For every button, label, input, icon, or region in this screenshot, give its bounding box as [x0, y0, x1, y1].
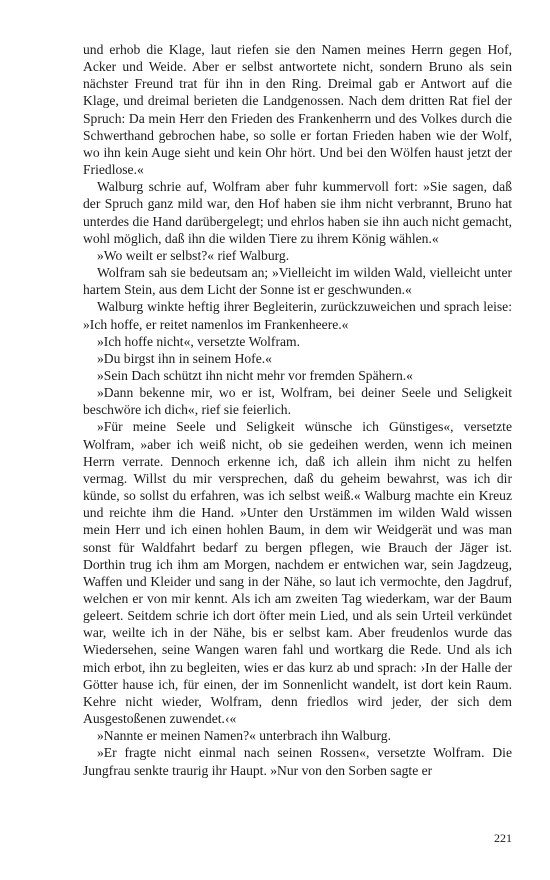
- paragraph: »Sein Dach schützt ihn nicht mehr vor fremden Spähern.«: [97, 367, 413, 383]
- page-number: 221: [494, 831, 512, 845]
- paragraph: »Dann bekenne mir, wo er ist, Wolfram, bei deiner Seele und Seligkeit beschwöre ich dich«, rief sie feierlich.: [83, 385, 512, 418]
- paragraph: »Nannte er meinen Namen?« unterbrach ihn Walburg.: [97, 728, 391, 744]
- paragraph: »Ich hoffe nicht«, versetzte Wolfram.: [97, 333, 300, 349]
- paragraph: »Er fragte nicht einmal nach seinen Rossen«, versetzte Wolfram. Die Jungfrau senkte traurig ihr Haupt. »Nur von den Sorben sagte er: [83, 745, 512, 778]
- paragraph: »Für meine Seele und Seligkeit wünsche ich Günstiges«, versetzte Wolfram, »aber ich weiß nicht, ob sie gedeihen werden, wenn ich meinen Herrn verrate. Dennoch erkenne ich, daß ich allein ihm nicht zu helfen vermag. Willst du mir versprechen, daß du geheim bewahrst, was ich dir künde, so sollst du erfahren, was ich selbst weiß.« Walburg machte ein Kreuz und reichte ihm die Hand. »Unter den Urstämmen im wilden Wald wissen mein Herr und ich einen hohlen Baum, in dem wir Weidgerät und was man sonst für Waldfahrt bedarf zu bergen pflegen, wie Brauch der Jäger ist. Dorthin trug ich ihm am Morgen, nachdem er entwichen war, sein Jagdzeug, Waffen und Kleider und sang in der Nähe, so laut ich vermochte, den Jagdruf, welchen er von mir kennt. Als ich am zweiten Tag wiederkam, war der Baum geleert. Seitdem schrie ich dort öfter mein Lied, und als sein Urteil verkündet war, weilte ich in der Nähe, bis er selbst kam. Aber freudenlos wurde das Wiedersehen, seine Wangen waren fahl und wortkarg die Rede. Und als ich mich erbot, ihn zu begleiten, wies er das kurz ab und sprach: ›In der Halle der Götter hause ich, für einen, der im Sonnenlicht wandelt, ist dort kein Raum. Kehre nicht wieder, Wolfram, denn friedlos wird jeder, der sich dem Ausgestoßenen zuwendet.‹«: [83, 419, 512, 727]
- paragraph: Walburg schrie auf, Wolfram aber fuhr kummervoll fort: »Sie sagen, daß der Spruch ganz mild war, den Hof haben sie ihm nicht verbrannt, Bruno hat unterdes die Hand darübergelegt; und ehrlos haben sie ihn auch nicht gemacht, wohl möglich, daß ihn die wilden Tiere zu ihrem König wählen.«: [83, 179, 512, 246]
- book-page-text: [83, 41, 512, 779]
- paragraph: »Wo weilt er selbst?« rief Walburg.: [97, 247, 290, 263]
- paragraph: Wolfram sah sie bedeutsam an; »Vielleicht im wilden Wald, vielleicht unter hartem Stein, aus dem Licht der Sonne ist er geschwunden.«: [83, 265, 512, 298]
- paragraph: und erhob die Klage, laut riefen sie den Namen meines Herrn gegen Hof, Acker und Weide. Aber er selbst antwortete nicht, sondern Bruno als sein nächster Freund trat für ihn in den Ring. Dreimal gab er Antwort auf die Klage, und dreimal berieten die Landgenossen. Nach dem dritten Rat fiel der Spruch: Da mein Herr den Frieden des Frankenherrn und des Volkes durch die Schwerthand gebrochen habe, so solle er fortan Frieden haben wie der Wolf, wo ihn kein Auge sieht und kein Ohr hört. Und bei den Wölfen haust jetzt der Friedlose.«: [83, 42, 512, 178]
- paragraph: »Du birgst ihn in seinem Hofe.«: [97, 350, 272, 366]
- paragraph: Walburg winkte heftig ihrer Begleiterin, zurückzuweichen und sprach leise: »Ich hoffe, er reitet namenlos im Frankenheere.«: [83, 299, 512, 332]
